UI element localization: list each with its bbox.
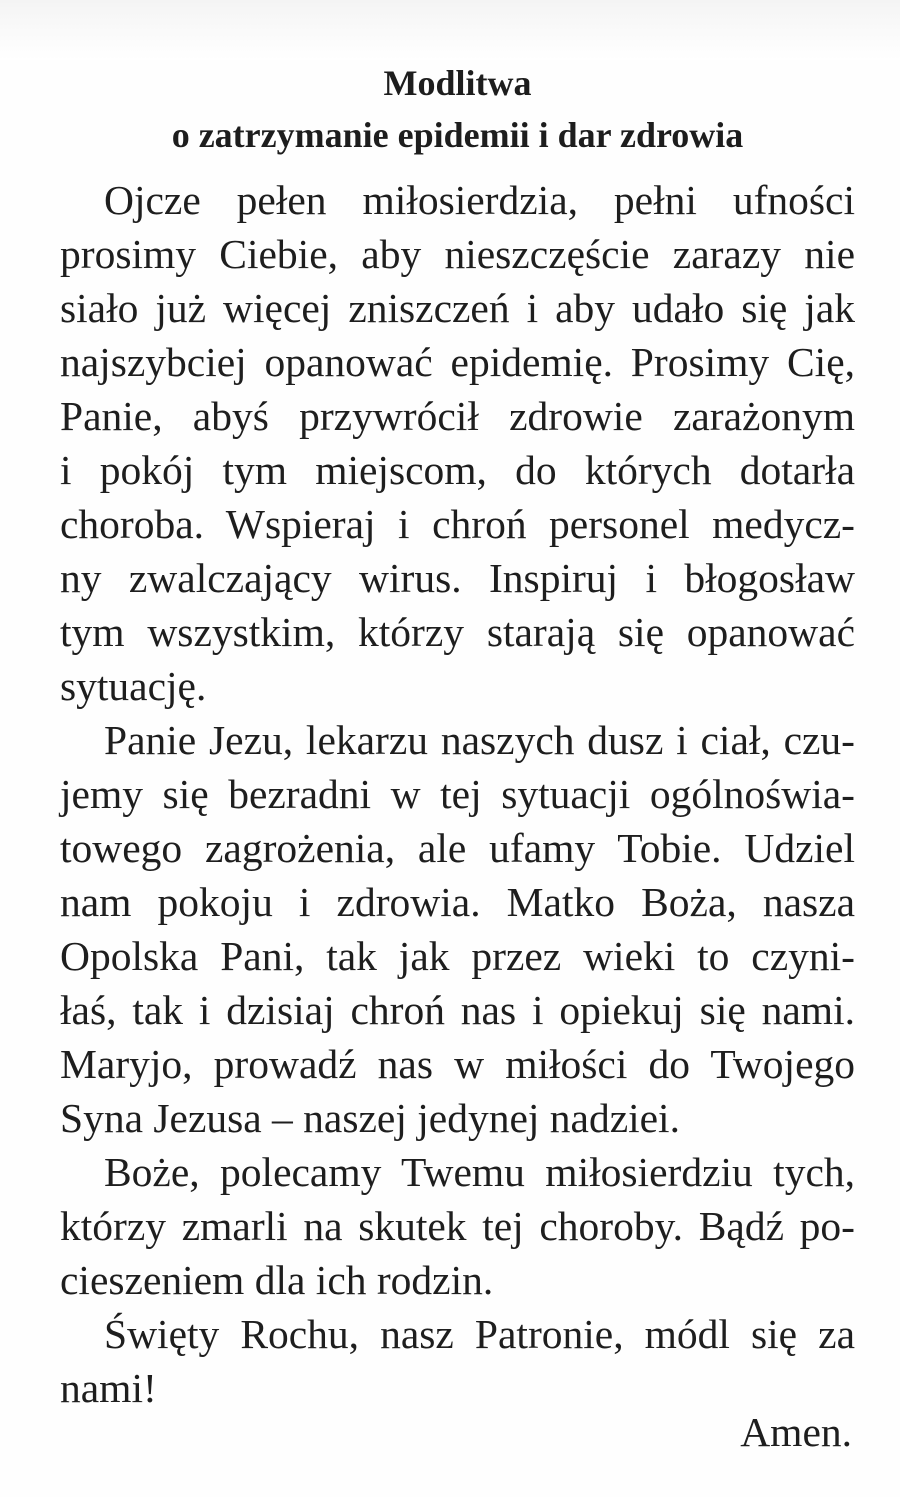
text-line: Syna Jezusa – naszej jedynej nadziei. <box>60 1095 680 1141</box>
text-line: Panie Jezu, lekarzu naszych dusz i ciał, czu- <box>104 717 855 763</box>
paragraph-4 <box>60 1307 855 1415</box>
text-line: ny zwalczający wirus. Inspiruj i błogosław <box>60 555 855 601</box>
text-line: nami! <box>60 1365 157 1411</box>
page-title: Modlitwa <box>383 63 532 103</box>
closing-amen: Amen. <box>740 1409 852 1455</box>
text-line: nam pokoju i zdrowia. Matko Boża, nasza <box>60 879 855 925</box>
text-line: towego zagrożenia, ale ufamy Tobie. Udziel <box>60 825 855 871</box>
text-line: Boże, polecamy Twemu miłosierdziu tych, <box>104 1149 855 1195</box>
text-line: sytuację. <box>60 663 207 709</box>
text-line: łaś, tak i dzisiaj chroń nas i opiekuj się nami. <box>60 987 855 1033</box>
text-line: jemy się bezradni w tej sytuacji ogólnoświa- <box>60 771 855 817</box>
text-line: tym wszystkim, którzy starają się opanować <box>60 609 855 655</box>
text-line: najszybciej opanować epidemię. Prosimy Cię, <box>60 339 855 385</box>
text-line: cieszeniem dla ich rodzin. <box>60 1257 494 1303</box>
paragraph-2 <box>60 713 855 1145</box>
scan-shading <box>0 0 900 60</box>
text-line: Święty Rochu, nasz Patronie, módl się za <box>104 1311 855 1357</box>
paragraph-1 <box>60 173 855 713</box>
text-line: Opolska Pani, tak jak przez wieki to czyni- <box>60 933 855 979</box>
text-line: którzy zmarli na skutek tej choroby. Bądź po- <box>60 1203 855 1249</box>
text-line: prosimy Ciebie, aby nieszczęście zarazy nie <box>60 231 855 277</box>
text-line: Panie, abyś przywrócił zdrowie zarażonym <box>60 393 855 439</box>
paragraph-3 <box>60 1145 855 1307</box>
page-subtitle: o zatrzymanie epidemii i dar zdrowia <box>171 115 744 155</box>
text-line: i pokój tym miejscom, do których dotarła <box>60 447 855 493</box>
text-line: siało już więcej zniszczeń i aby udało się jak <box>60 285 855 331</box>
text-line: Ojcze pełen miłosierdzia, pełni ufności <box>104 177 855 223</box>
text-line: choroba. Wspieraj i chroń personel medycz- <box>60 501 855 547</box>
text-line: Maryjo, prowadź nas w miłości do Twojego <box>60 1041 855 1087</box>
